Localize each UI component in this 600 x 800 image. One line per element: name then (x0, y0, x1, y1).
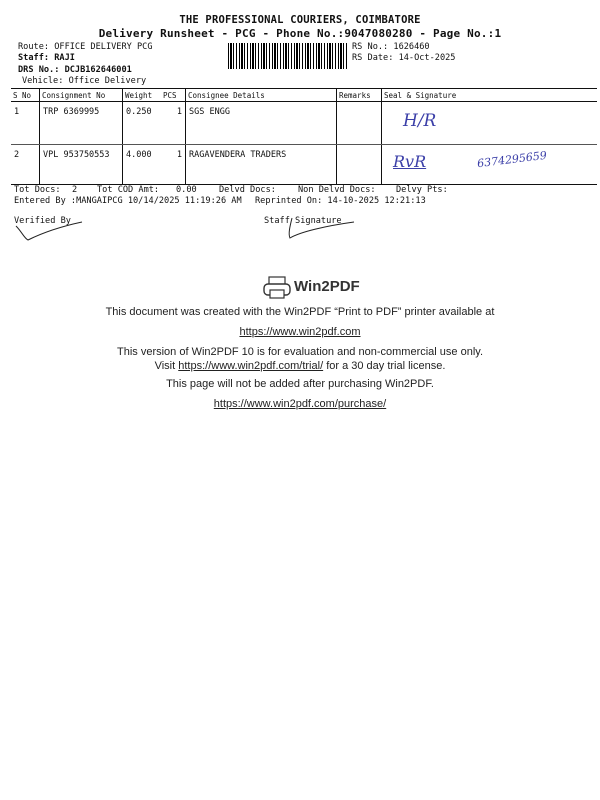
cell-weight: 4.000 (123, 145, 162, 185)
non-delvd-docs-label: Non Delvd Docs: (298, 185, 376, 195)
rs-number: RS No.: 1626460 (352, 42, 430, 52)
staff-signature-scribble (270, 216, 370, 242)
reprinted-on: Reprinted On: 14-10-2025 12:21:13 (255, 196, 426, 206)
staff-signature-label: Staff Signature (264, 216, 342, 226)
printer-icon (262, 275, 292, 301)
col-header-consignment: Consignment No (40, 89, 123, 102)
cell-sno: 1 (11, 102, 40, 145)
tot-docs-value: 2 (72, 185, 78, 195)
cell-remarks (337, 102, 382, 145)
cell-consignment: VPL 953750553 (40, 145, 123, 185)
col-header-remarks: Remarks (337, 89, 382, 102)
col-header-pcs: PCS (161, 89, 186, 102)
table-row (11, 145, 597, 185)
cell-weight: 0.250 (123, 102, 162, 145)
cell-remarks (337, 145, 382, 185)
handwritten-signature: H/R (403, 111, 437, 131)
cell-consignee: SGS ENGG (186, 102, 337, 145)
cell-sno: 2 (11, 145, 40, 185)
win2pdf-line3 (0, 360, 600, 372)
staff-label: Staff: RAJI (18, 53, 75, 63)
handwritten-phone: 6374295659 (476, 148, 548, 171)
rs-date: RS Date: 14-Oct-2025 (352, 53, 456, 63)
win2pdf-line4: This page will not be added after purchasing Win2PDF. (166, 378, 434, 390)
col-header-weight: Weight (123, 89, 162, 102)
col-header-consignee: Consignee Details (186, 89, 337, 102)
company-name: THE PROFESSIONAL COURIERS, COIMBATORE (179, 14, 421, 26)
tot-cod-value: 0.00 (176, 185, 197, 195)
vehicle-label: Vehicle: Office Delivery (22, 76, 147, 86)
win2pdf-line3-post: for a 30 day trial license. (326, 360, 446, 372)
win2pdf-link-home[interactable]: https://www.win2pdf.com (239, 326, 361, 338)
col-header-signature: Seal & Signature (382, 89, 598, 102)
col-header-sno: S No (11, 89, 40, 102)
runsheet-title: Delivery Runsheet - PCG - Phone No.:9047080280 - Page No.:1 (98, 27, 502, 40)
drs-number: DRS No.: DCJB162646001 (18, 65, 132, 75)
cell-consignment: TRP 6369995 (40, 102, 123, 145)
tot-cod-label: Tot COD Amt: (97, 185, 160, 195)
win2pdf-link-trial[interactable]: https://www.win2pdf.com/trial/ (178, 360, 324, 372)
verified-by-label: Verified By (14, 216, 71, 226)
win2pdf-logo (262, 275, 362, 301)
win2pdf-logo-text: Win2PDF (294, 278, 360, 295)
table-header-row (11, 89, 597, 102)
cell-signature (382, 102, 598, 145)
cell-pcs: 1 (161, 102, 186, 145)
handwritten-signature: RvR (393, 152, 427, 171)
delvy-pts-label: Delvy Pts: (396, 185, 448, 195)
win2pdf-line2: This version of Win2PDF 10 is for evaluation and non-commercial use only. (116, 346, 483, 358)
barcode-image (228, 43, 348, 69)
entered-by: Entered By :MANGAIPCG 10/14/2025 11:19:26 AM (14, 196, 242, 206)
runsheet-table (11, 88, 597, 185)
cell-consignee: RAGAVENDERA TRADERS (186, 145, 337, 185)
tot-docs-label: Tot Docs: (14, 185, 61, 195)
verified-signature-scribble (14, 218, 104, 244)
delvd-docs-label: Delvd Docs: (219, 185, 276, 195)
table-row (11, 102, 597, 145)
win2pdf-line1: This document was created with the Win2PDF “Print to PDF” printer available at (105, 306, 495, 318)
cell-pcs: 1 (161, 145, 186, 185)
route-label: Route: OFFICE DELIVERY PCG (18, 42, 153, 52)
win2pdf-line3-pre: Visit (154, 360, 176, 372)
cell-signature (382, 145, 598, 185)
win2pdf-link-purchase[interactable]: https://www.win2pdf.com/purchase/ (213, 398, 387, 410)
